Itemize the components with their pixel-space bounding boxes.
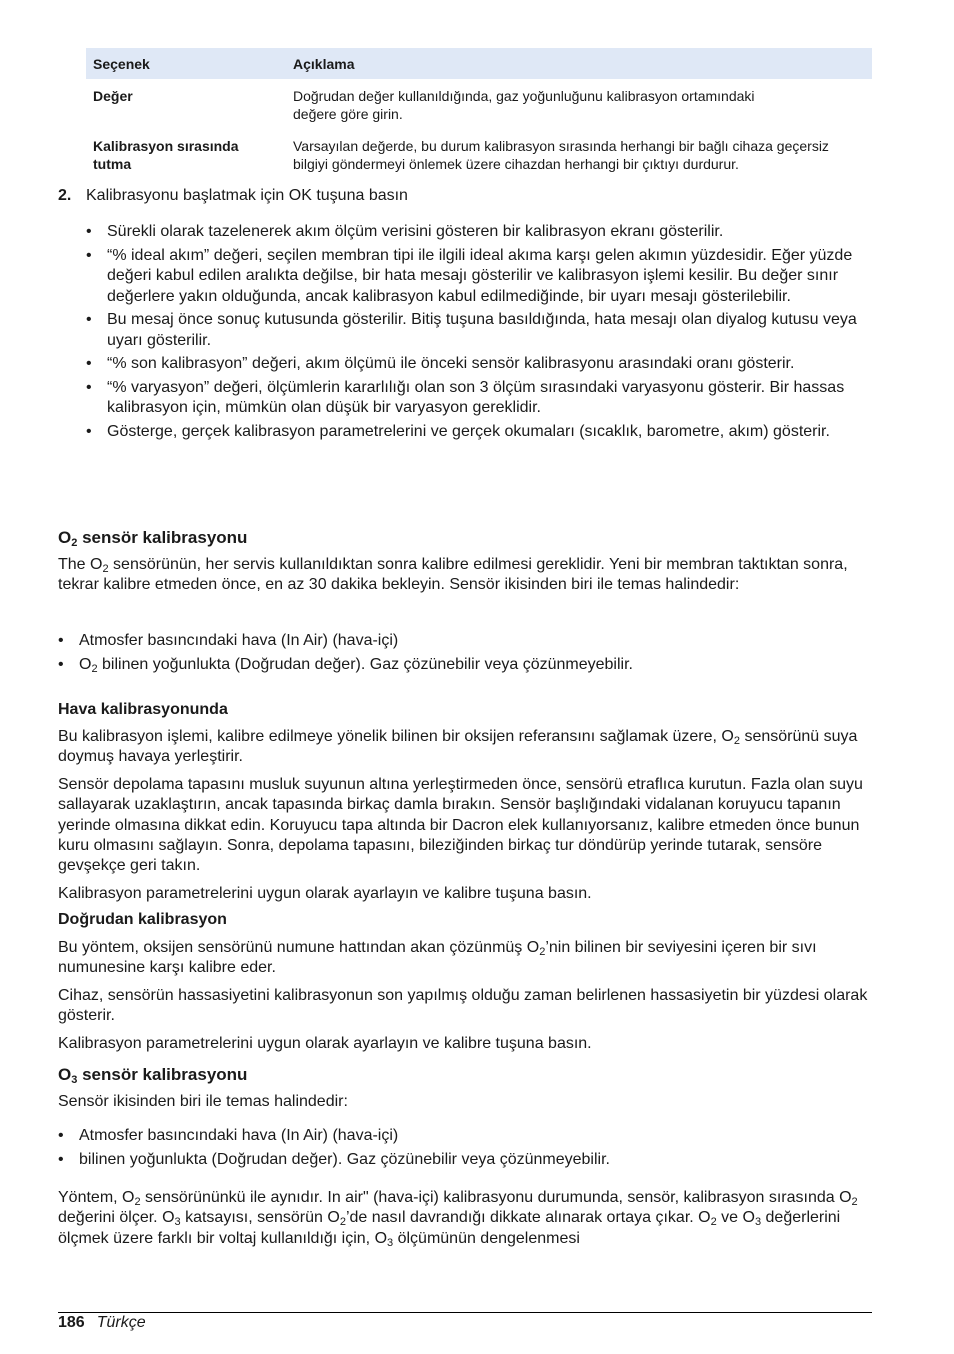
option-description: Doğrudan değer kullanıldığında, gaz yoğunluğunu kalibrasyon ortamındaki değere göre girin. bbox=[293, 88, 755, 122]
header-description: Açıklama bbox=[286, 48, 872, 79]
header-option: Seçenek bbox=[86, 48, 286, 79]
air-calibration-p2: Sensör depolama tapasını musluk suyunun altına yerleştirmeden önce, sensörü etraflıca kurutun. Fazla olan suyu sallayarak uzaklaştırın, ancak tapasında birkaç damla bırakın. Sensör başlığındaki vidalanan koruyucu tapanın yerinde olmasına dikkat edin. Koruyucu tapa altında bir Dacron elek kullanıyorsanız, kalibre etmeden önce bunun kuru olmasını sağlayın. Sonra, depolama tapasını, bileziğinden birkaç tur döndürüp yerinde tutarak, sensöre gevşekçe geri takın. bbox=[58, 776, 863, 875]
list-item: • $O_2$ bilinen yoğunlukta (Doğrudan değer). Gaz çözünebilir veya çözünmeyebilir. bbox=[58, 655, 873, 676]
o2-intro: The $O_2$ sensörünün, her servis kullanıldıktan sonra kalibre edilmesi gereklidir. Yeni bir membran taktıktan sonra, tekrar kalibre etmeden önce, en az 30 dakika bekleyin. Sensör ikisinden biri ile temas halindedir: bbox=[58, 556, 848, 594]
page-number: 186 bbox=[58, 1314, 85, 1331]
option-description: Varsayılan değerde, bu durum kalibrasyon sırasında herhangi bir bağlı cihaza geçersiz bilgiyi göndermeyi önlemek üzere cihazdan herhangi bir çıktıyı durdurur. bbox=[293, 138, 829, 172]
table-row bbox=[86, 79, 872, 131]
footer-language: Türkçe bbox=[96, 1314, 146, 1331]
page-footer bbox=[58, 1313, 146, 1333]
o3-contact-list bbox=[58, 1126, 873, 1173]
o2-contact-list bbox=[58, 631, 873, 678]
direct-calibration-p1: Bu yöntem, oksijen sensörünü numune hattından akan çözünmüş $O_2’nin$ bilinen bir seviyesini içeren bir sıvı numunesine karşı kalibre eder. bbox=[58, 939, 817, 977]
option-name: Değer bbox=[93, 88, 133, 104]
footer-divider bbox=[58, 1312, 872, 1313]
step-text: Kalibrasyonu başlatmak için OK tuşuna basın bbox=[86, 187, 408, 204]
o3-method-paragraph: Yöntem, $O_2$ sensörününkü ile aynıdır. In air" (hava-içi) kalibrasyonu durumunda, sensör, kalibrasyon sırasında $O_2$ değerini ölçer. $O_3$ katsayısı, sensörün $O_2’de$ nasıl davrandığı dikkate alınarak ortaya çıkar. $O_2$ ve $O_3$ değerlerini ölçmek üzere farklı bir voltaj kullanıldığı için, $O_3$ ölçümünün dengelenmesi bbox=[58, 1189, 858, 1249]
air-calibration-p3: Kalibrasyon parametrelerini uygun olarak ayarlayın ve kalibre tuşuna basın. bbox=[58, 885, 592, 902]
list-item: • bilinen yoğunlukta (Doğrudan değer). Gaz çözünebilir veya çözünmeyebilir. bbox=[58, 1150, 873, 1171]
option-name: Kalibrasyon sırasında tutma bbox=[93, 138, 239, 172]
list-item: • Sürekli olarak tazelenerek akım ölçüm verisini gösteren bir kalibrasyon ekranı gösterilir. bbox=[86, 222, 876, 243]
air-calibration-heading: Hava kalibrasyonunda bbox=[58, 701, 228, 718]
list-item: • Atmosfer basıncındaki hava (In Air) (hava-içi) bbox=[58, 631, 873, 652]
table-row bbox=[86, 131, 872, 179]
list-item: • Gösterge, gerçek kalibrasyon parametrelerini ve gerçek okumaları (sıcaklık, barometre, akım) gösterir. bbox=[86, 422, 876, 443]
air-calibration-p1: Bu kalibrasyon işlemi, kalibre edilmeye yönelik bilinen bir oksijen referansını sağlamak üzere, $O_2$ sensörünü suya doymuş havaya yerleştirir. bbox=[58, 728, 858, 766]
list-item: • Atmosfer basıncındaki hava (In Air) (hava-içi) bbox=[58, 1126, 873, 1147]
options-table bbox=[86, 48, 872, 179]
list-item: • “% son kalibrasyon” değeri, akım ölçümü ile önceki sensör kalibrasyonu arasındaki oranı gösterir. bbox=[86, 354, 876, 375]
direct-calibration-p2: Cihaz, sensörün hassasiyetini kalibrasyonun son yapılmış olduğu zaman belirlenen hassasiyetin bir yüzdesi olarak gösterir. bbox=[58, 987, 868, 1025]
direct-calibration-heading: Doğrudan kalibrasyon bbox=[58, 911, 227, 928]
list-item: • “% varyasyon” değeri, ölçümlerin kararlılığı olan son 3 ölçüm sırasındaki varyasyonu gösterir. Bir hassas kalibrasyon için, mümkün olan düşük bir varyasyon gereklidir. bbox=[86, 378, 876, 419]
step2-bullet-list bbox=[86, 222, 876, 445]
o3-intro: Sensör ikisinden biri ile temas halindedir: bbox=[58, 1093, 348, 1110]
o2-section-heading: $O_2$ sensör kalibrasyonu bbox=[58, 528, 248, 549]
o3-section-heading: $O_3$ sensör kalibrasyonu bbox=[58, 1065, 248, 1086]
table-header-row bbox=[86, 48, 872, 79]
list-item: • Bu mesaj önce sonuç kutusunda gösterilir. Bitiş tuşuna basıldığında, hata mesajı olan diyalog kutusu veya uyarı gösterilir. bbox=[86, 310, 876, 351]
step-number: 2. bbox=[58, 187, 72, 204]
step-2 bbox=[58, 186, 878, 206]
list-item: • “% ideal akım” değeri, seçilen membran tipi ile ilgili ideal akıma karşı gelen akımın yüzdesidir. Eğer yüzde değeri kabul edilen aralıkta değilse, bir hata mesajı gösterilir ve kalibrasyon işlemi kesilir. Bu değer sınır değerlere yakın olduğunda, ancak kalibrasyon kabul edilmediğinde, bir uyarı mesajı gösterilebilir. bbox=[86, 246, 876, 308]
direct-calibration-p3: Kalibrasyon parametrelerini uygun olarak ayarlayın ve kalibre tuşuna basın. bbox=[58, 1035, 592, 1052]
